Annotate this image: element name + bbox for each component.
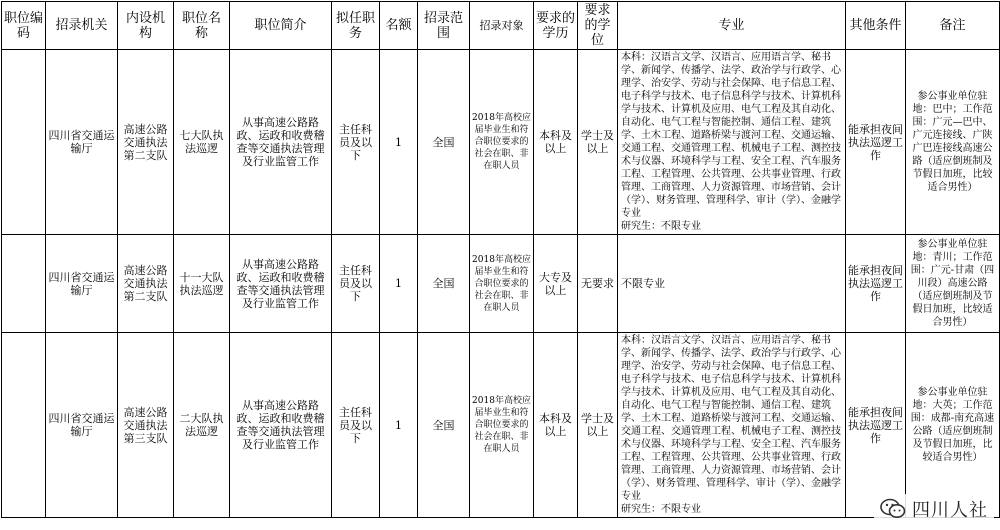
cell-note: 参公事业单位驻地：大英；工作范围：成都-南充高速公路（适应倒班制及节假日加班，比较适合男性） — [906, 333, 1000, 518]
table-row — [2, 235, 1000, 333]
cell-major: 不限专业 — [618, 235, 846, 333]
cell-degree: 学士及以上 — [578, 50, 618, 235]
cell-position: 十一大队执法巡逻 — [174, 235, 230, 333]
cell-other: 能承担夜间执法巡逻工作 — [846, 50, 906, 235]
header-code: 职位编码 — [2, 2, 46, 50]
cell-agency: 四川省交通运输厅 — [46, 50, 118, 235]
cell-agency: 四川省交通运输厅 — [46, 235, 118, 333]
cell-position: 二大队执法巡逻 — [174, 333, 230, 518]
cell-other: 能承担夜间执法巡逻工作 — [846, 333, 906, 518]
cell-degree: 学士及以上 — [578, 333, 618, 518]
cell-target: 2018年高校应届毕业生和符合职位要求的社会在职、非在职人员 — [470, 333, 534, 518]
cell-scope: 全国 — [418, 235, 470, 333]
cell-duty: 主任科员及以下 — [332, 50, 380, 235]
header-other: 其他条件 — [846, 2, 906, 50]
cell-intro: 从事高速公路路政、运政和收费稽查等交通执法管理及行业监管工作 — [230, 235, 332, 333]
cell-major: 本科：汉语言文学、汉语言、应用语言学、秘书学、新闻学、传播学、法学、政治学与行政学、心理学、治安学、劳动与社会保障、电子信息工程、电子科学与技术、电子信息科学与技术、计算机科学与技术、计算机及应用、电气工程及其自动化、自动化、电气工程与智能控制、通信工程、建筑学、土木工程、道路桥梁与渡河工程、交通运输、交通工程、交通管理工程、机械电子工程、测控技术与仪器、环境科学与工程、安全工程、汽车服务工程、工程管理、公共管理、公共事业管理、行政管理、工商管理、人力资源管理、市场营销、会计（学）、财务管理、管理科学、审计（学）、金融学专业 研究生：不限专业 — [618, 50, 846, 235]
header-count: 名额 — [380, 2, 418, 50]
cell-scope: 全国 — [418, 50, 470, 235]
cell-count: 1 — [380, 333, 418, 518]
cell-count: 1 — [380, 50, 418, 235]
header-degree: 要求的学位 — [578, 2, 618, 50]
header-agency: 招录机关 — [46, 2, 118, 50]
cell-position: 七大队执法巡逻 — [174, 50, 230, 235]
cell-intro: 从事高速公路路政、运政和收费稽查等交通执法管理及行业监管工作 — [230, 50, 332, 235]
header-dept: 内设机构 — [118, 2, 174, 50]
cell-target: 2018年高校应届毕业生和符合职位要求的社会在职、非在职人员 — [470, 235, 534, 333]
watermark — [874, 494, 994, 524]
header-position: 职位名称 — [174, 2, 230, 50]
cell-intro: 从事高速公路路政、运政和收费稽查等交通执法管理及行业监管工作 — [230, 333, 332, 518]
header-row — [2, 2, 1000, 50]
table-row — [2, 333, 1000, 518]
header-note: 备注 — [906, 2, 1000, 50]
cell-other: 能承担夜间执法巡逻工作 — [846, 235, 906, 333]
cell-edu: 大专及以上 — [534, 235, 578, 333]
cell-dept: 高速公路交通执法第三支队 — [118, 333, 174, 518]
header-intro: 职位简介 — [230, 2, 332, 50]
cell-count: 1 — [380, 235, 418, 333]
cell-edu: 本科及以上 — [534, 50, 578, 235]
cell-degree: 无要求 — [578, 235, 618, 333]
cell-code — [2, 333, 46, 518]
header-duty: 拟任职务 — [332, 2, 380, 50]
header-edu: 要求的学历 — [534, 2, 578, 50]
cell-agency: 四川省交通运输厅 — [46, 333, 118, 518]
cell-dept: 高速公路交通执法第二支队 — [118, 235, 174, 333]
cell-duty: 主任科员及以下 — [332, 235, 380, 333]
wechat-icon — [880, 498, 906, 520]
cell-code — [2, 50, 46, 235]
cell-dept: 高速公路交通执法第二支队 — [118, 50, 174, 235]
cell-code — [2, 235, 46, 333]
watermark-text: 四川人社 — [912, 500, 988, 521]
header-major: 专业 — [618, 2, 846, 50]
header-scope: 招录范围 — [418, 2, 470, 50]
cell-duty: 主任科员及以下 — [332, 333, 380, 518]
cell-note: 参公事业单位驻地：青川；工作范围：广元-甘肃（四川段）高速公路（适应倒班制及节假日加班，比较适合男性） — [906, 235, 1000, 333]
cell-edu: 本科及以上 — [534, 333, 578, 518]
table-row — [2, 50, 1000, 235]
cell-target: 2018年高校应届毕业生和符合职位要求的社会在职、非在职人员 — [470, 50, 534, 235]
positions-table — [1, 1, 1000, 518]
cell-note: 参公事业单位驻地：巴中；工作范围：广元—巴中、广元连接线、广陕广巴连接线高速公路（适应倒班制及节假日加班，比较适合男性） — [906, 50, 1000, 235]
header-target: 招录对象 — [470, 2, 534, 50]
cell-scope: 全国 — [418, 333, 470, 518]
cell-major: 本科：汉语言文学、汉语言、应用语言学、秘书学、新闻学、传播学、法学、政治学与行政学、心理学、治安学、劳动与社会保障、电子信息工程、电子科学与技术、电子信息科学与技术、计算机科学与技术、计算机及应用、电气工程及其自动化、自动化、电气工程与智能控制、通信工程、建筑学、土木工程、道路桥梁与渡河工程、交通运输、交通工程、交通管理工程、机械电子工程、测控技术与仪器、环境科学与工程、安全工程、汽车服务工程、工程管理、公共管理、公共事业管理、行政管理、工商管理、人力资源管理、市场营销、会计（学）、财务管理、管理科学、审计（学）、金融学专业 研究生：不限专业 — [618, 333, 846, 518]
